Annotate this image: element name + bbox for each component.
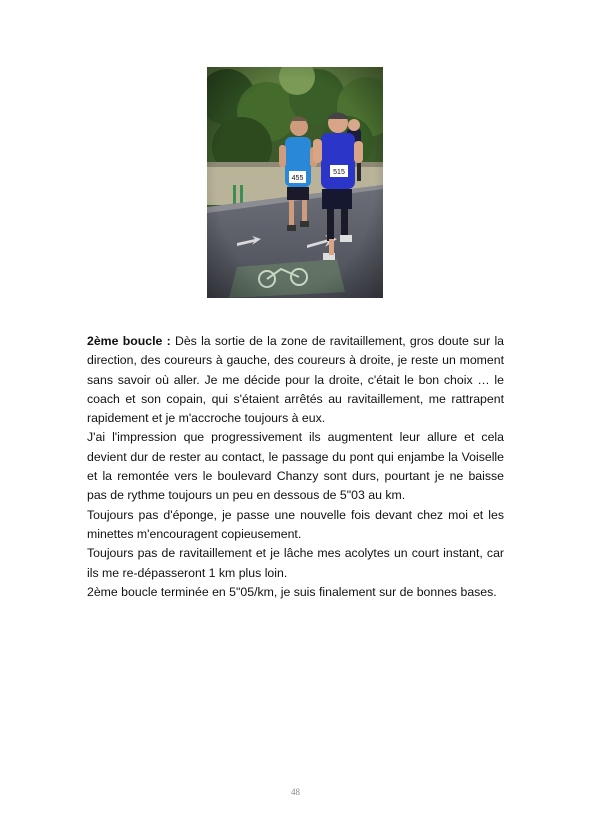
paragraph-text: Dès la sortie de la zone de ravitaillement, gros doute sur la direction, des coureurs à gauche, des coureurs à droite, je reste un moment sans savoir où aller. Je me décide pour la droite, c'était le bon choix … le coach et son copain, qui s'étaient arrêtés au ravitaillement, me rattrapent rapidement et je m'accroche toujours à eux. — [87, 334, 505, 426]
paragraph: Toujours pas de ravitaillement et je lâche mes acolytes un court instant, car ils me re-dépasseront 1 km plus loin. — [87, 546, 504, 580]
paragraph: J'ai l'impression que progressivement ils augmentent leur allure et cela devient dur de rester au contact, le passage du pont qui enjambe la Voiselle et la remontée vers le boulevard Chanzy sont durs, pourtant je ne baisse pas de rythme toujours un peu en dessous de 5"03 au km. — [87, 430, 504, 503]
article-body — [87, 332, 504, 602]
runners-photo — [207, 67, 383, 298]
paragraph: Toujours pas d'éponge, je passe une nouvelle fois devant chez moi et les minettes m'encouragent copieusement. — [87, 507, 504, 541]
paragraph-intro — [87, 332, 504, 428]
section-heading: 2ème boucle : — [87, 334, 171, 348]
paragraph: 2ème boucle terminée en 5"05/km, je suis finalement sur de bonnes bases. — [87, 584, 497, 599]
runners-photo-image — [207, 67, 383, 298]
page-number: 48 — [291, 787, 300, 797]
